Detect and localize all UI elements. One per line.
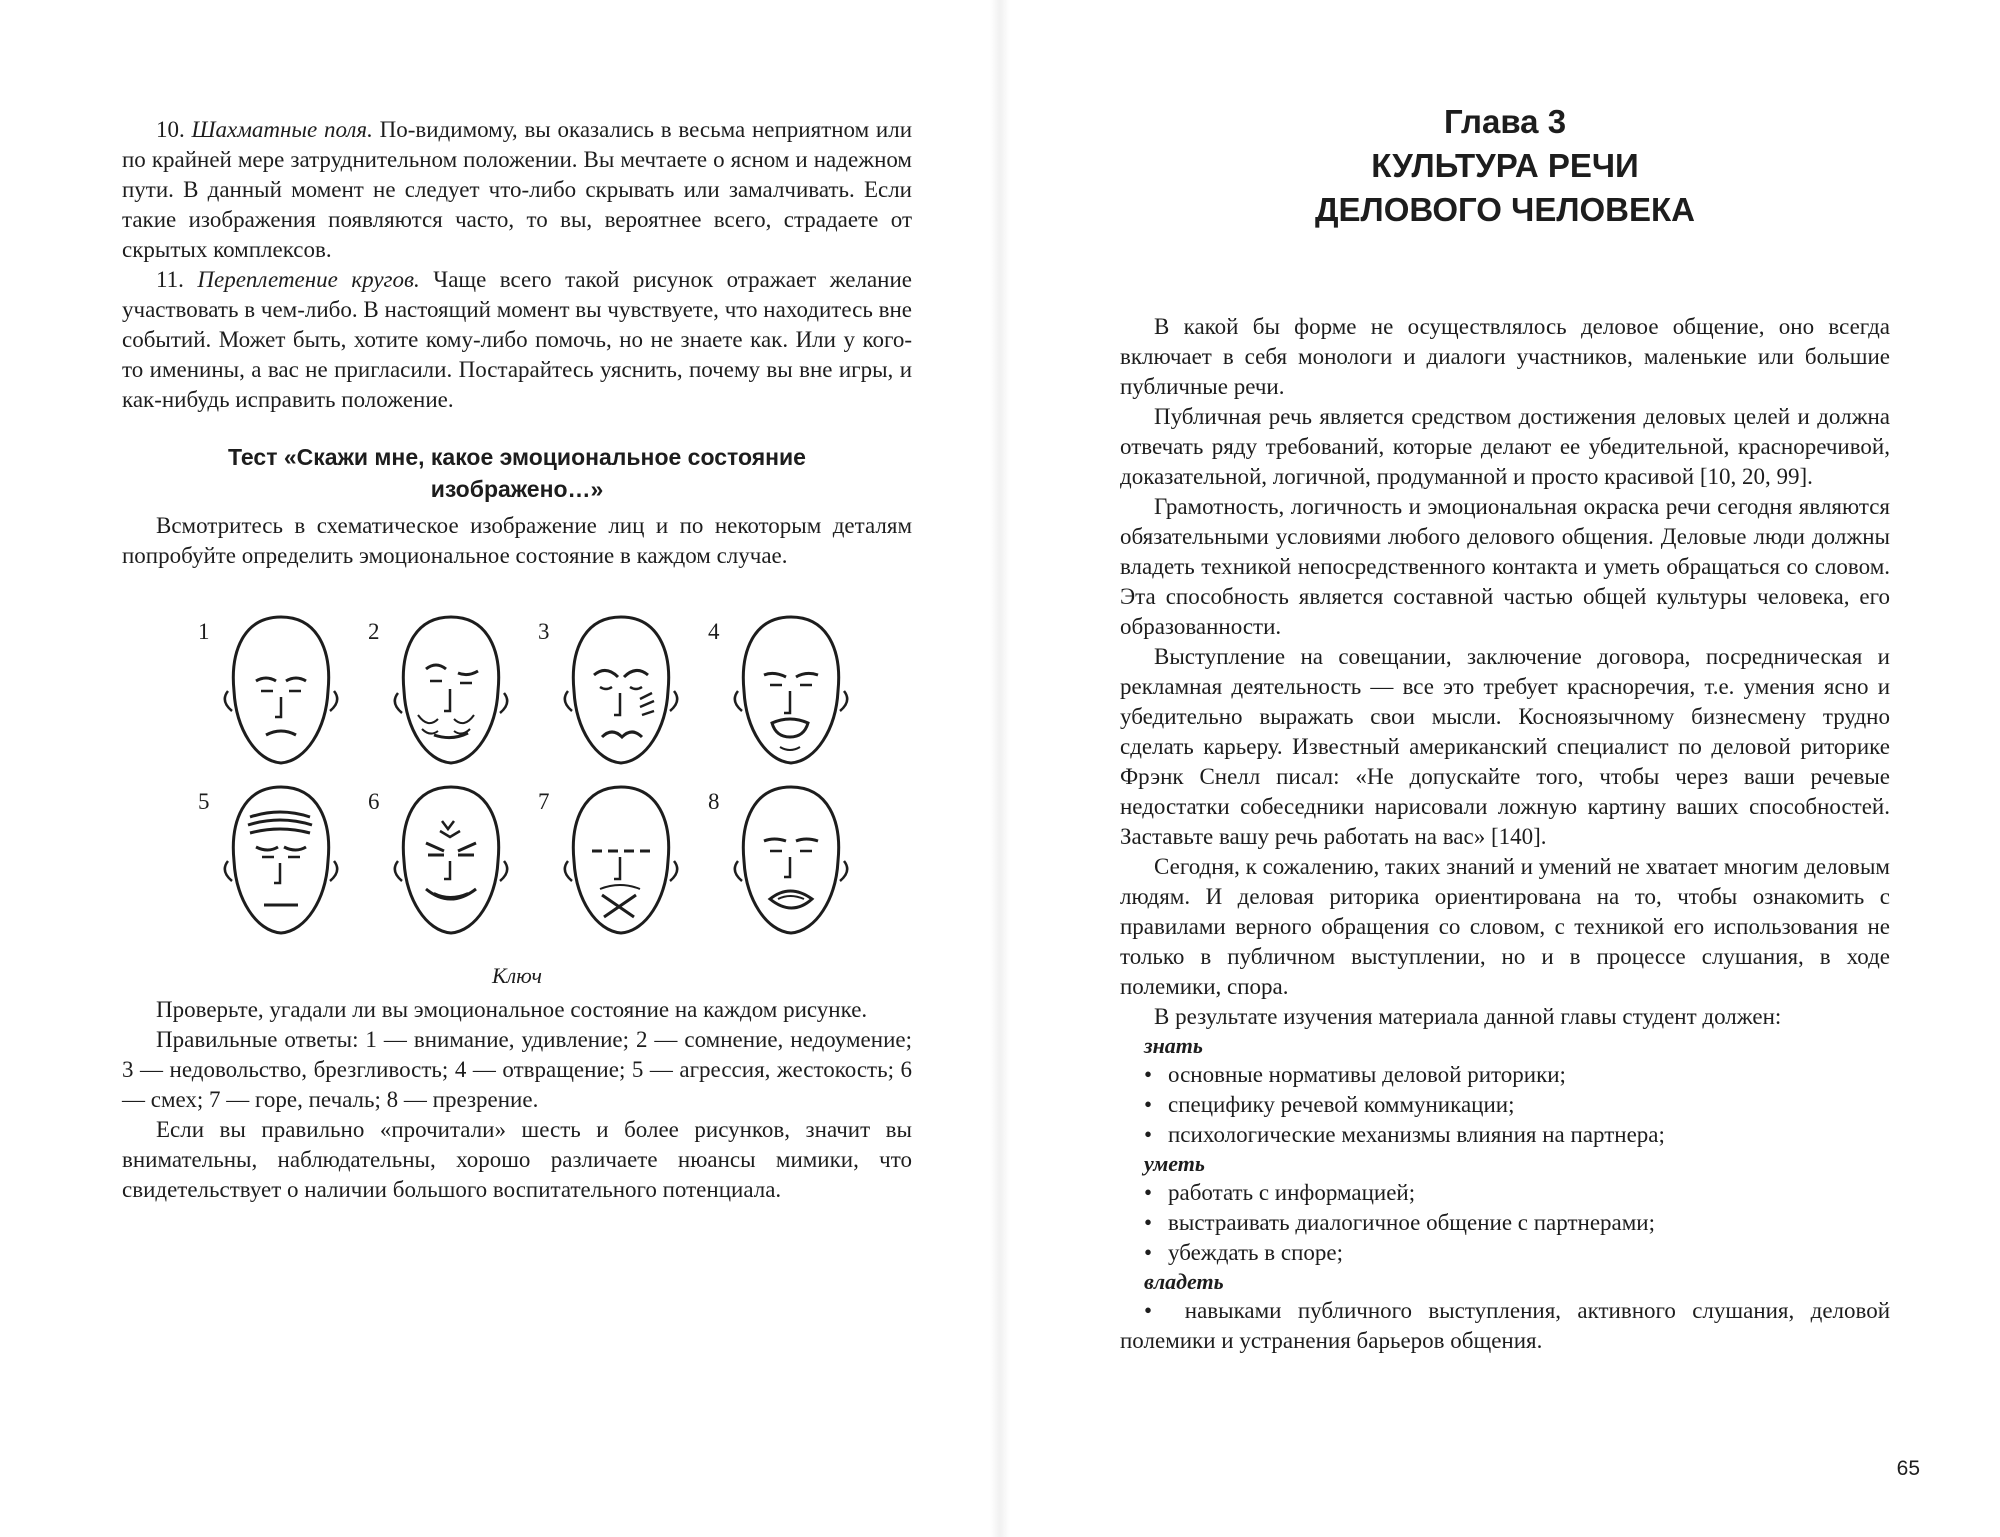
- right-page: [1000, 0, 2000, 1537]
- test-title: Тест «Скажи мне, какое эмоциональное состояние изображено…»: [228, 444, 806, 502]
- paragraph-11-title: Переплетение кругов.: [197, 267, 420, 292]
- face-2: [368, 611, 528, 776]
- face-number: 3: [538, 619, 550, 644]
- body-paragraph: В какой бы форме не осуществлялось деловое общение, оно всегда включает в себя монологи и диалоги участников, маленькие или большие публичные речи.: [1120, 314, 1890, 399]
- body-paragraph: В результате изучения материала данной главы студент должен:: [1154, 1004, 1782, 1029]
- face-number: 4: [708, 619, 720, 644]
- face-1: [198, 611, 358, 776]
- conclusion-paragraph: Если вы правильно «прочитали» шесть и более рисунков, значит вы внимательны, наблюдательны, хорошо различаете нюансы мимики, что свидетельствует о наличии большого воспитательного потенциала.: [122, 1117, 912, 1202]
- list-item: • работать с информацией;: [1144, 1180, 1416, 1205]
- face-6: [368, 781, 528, 946]
- chapter-title-line1: КУЛЬТУРА РЕЧИ: [1371, 147, 1639, 184]
- list-item: • выстраивать диалогичное общение с партнерами;: [1144, 1210, 1655, 1235]
- right-text-column: [1120, 100, 1890, 1356]
- list-item: • убеждать в споре;: [1144, 1240, 1344, 1265]
- face-drawing: [216, 781, 346, 941]
- test-intro: Всмотритесь в схематическое изображение лиц и по некоторым деталям попробуйте определить эмоциональное состояние в каждом случае.: [122, 513, 912, 568]
- left-text-column: [122, 115, 912, 1205]
- body-paragraph: Грамотность, логичность и эмоциональная окраска речи сегодня являются обязательными условиями любого делового общения. Деловые люди должны владеть техникой непосредственного контакта и уметь обращаться со словом. Эта способность является составной частью общей культуры человека, его образованности.: [1120, 494, 1890, 639]
- face-5: [198, 781, 358, 946]
- list-item: • психологические механизмы влияния на партнера;: [1144, 1122, 1665, 1147]
- face-3: [538, 611, 698, 776]
- face-drawing: [386, 781, 516, 941]
- face-number: 8: [708, 789, 720, 814]
- list-item: • основные нормативы деловой риторики;: [1144, 1062, 1566, 1087]
- face-4: [708, 611, 868, 776]
- face-7: [538, 781, 698, 946]
- paragraph-11: 11. Переплетение кругов. Чаще всего такой рисунок отражает желание участвовать в чем-либо. В настоящий момент вы чувствуете, что находитесь вне событий. Может быть, хотите кому-либо помочь, но не знаете как. Или у кого-то именины, а вас не пригласили. Постарайтесь уяснить, почему вы вне игры, и как-нибудь исправить положение.: [122, 267, 913, 412]
- face-number: 6: [368, 789, 380, 814]
- own-heading: владеть: [1144, 1269, 1224, 1294]
- chapter-heading: [1120, 100, 1890, 232]
- know-heading: знать: [1144, 1033, 1203, 1058]
- face-number: 5: [198, 789, 210, 814]
- can-heading: уметь: [1144, 1151, 1205, 1176]
- chapter-label: Глава 3: [1443, 103, 1567, 140]
- check-paragraph: Проверьте, угадали ли вы эмоциональное состояние на каждом рисунке.: [156, 997, 868, 1022]
- list-item: • специфику речевой коммуникации;: [1144, 1092, 1515, 1117]
- chapter-title-line2: ДЕЛОВОГО ЧЕЛОВЕКА: [1315, 191, 1695, 228]
- answers-paragraph: Правильные ответы: 1 — внимание, удивление; 2 — сомнение, недоумение; 3 — недовольство, брезгливость; 4 — отвращение; 5 — агрессия, жестокость; 6 — смех; 7 — горе, печаль; 8 — презрение.: [122, 1027, 912, 1112]
- face-drawing: [556, 781, 686, 941]
- face-number: 2: [368, 619, 380, 644]
- face-drawing: [216, 611, 346, 771]
- list-item: • навыками публичного выступления, активного слушания, деловой полемики и устранения барьеров общения.: [1120, 1298, 1891, 1353]
- face-number: 1: [198, 619, 210, 644]
- face-drawing: [386, 611, 516, 771]
- body-paragraph: Публичная речь является средством достижения деловых целей и должна отвечать ряду требований, которые делают ее убедительной, красноречивой, доказательной, логичной, продуманной и просто красивой [10, 20, 99].: [1120, 404, 1890, 489]
- face-drawing: [726, 611, 856, 771]
- figure-caption: Ключ: [492, 963, 542, 988]
- face-drawing: [556, 611, 686, 771]
- body-paragraph: Сегодня, к сожалению, таких знаний и умений не хватает многим деловым людям. И деловая риторика ориентирована на то, чтобы ознакомить с правилами верного обращения со словом, с техникой его использования не только в публичном выступлении, но и в процессе слушания, в ходе полемики, спора.: [1120, 854, 1890, 999]
- paragraph-10-title: Шахматные поля.: [191, 117, 373, 142]
- face-8: [708, 781, 868, 946]
- paragraph-10: 10. Шахматные поля. По-видимому, вы оказались в весьма неприятном или по крайней мере затруднительном положении. Вы мечтаете о ясном и надежном пути. В данный момент не следует что-либо скрывать или замалчивать. Если такие изображения появляются часто, то вы, вероятнее всего, страдаете от скрытых комплексов.: [122, 117, 913, 262]
- body-paragraph: Выступление на совещании, заключение договора, посредническая и рекламная деятельность — все это требует красноречия, т.е. умения ясно и убедительно выражать свои мысли. Косноязычному бизнесмену трудно сделать карьеру. Известный американский специалист по деловой риторике Фрэнк Снелл писал: «Не допускайте того, чтобы через ваши речевые недостатки собеседники нарисовали ложную картину ваших способностей. Заставьте вашу речь работать на вас» [140].: [1120, 644, 1890, 849]
- face-drawing: [726, 781, 856, 941]
- face-number: 7: [538, 789, 550, 814]
- faces-figure: [198, 611, 878, 941]
- page-number: 65: [1896, 1457, 1920, 1480]
